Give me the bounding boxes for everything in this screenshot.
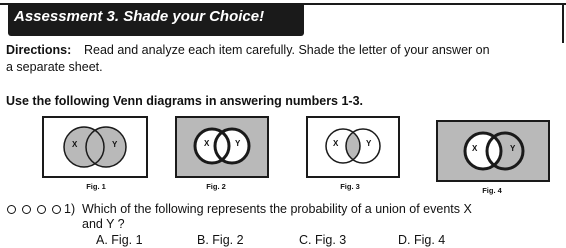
answer-bubble-2[interactable] — [22, 205, 31, 214]
choice-c[interactable]: C. Fig. 3 — [299, 233, 347, 247]
venn-diagram-1 — [44, 118, 146, 176]
assessment-title: Assessment 3. Shade your Choice! — [14, 8, 265, 25]
venn-1-label-x: X — [72, 140, 78, 149]
venn-figure-3 — [306, 116, 400, 178]
venn-figure-1 — [42, 116, 148, 178]
answer-bubble-3[interactable] — [37, 205, 46, 214]
directions-label: Directions: — [6, 43, 72, 57]
venn-instruction: Use the following Venn diagrams in answering numbers 1-3. — [6, 94, 364, 108]
venn-figure-4 — [436, 120, 550, 182]
venn-3-label-x: X — [333, 139, 339, 148]
venn-diagram-2 — [177, 118, 267, 176]
question-text-line2: and Y ? — [82, 217, 125, 231]
fig-1-caption: Fig. 1 — [86, 182, 106, 191]
venn-2-label-x: X — [204, 139, 210, 148]
fig-2-caption: Fig. 2 — [206, 182, 226, 191]
venn-4-label-x: X — [472, 144, 478, 153]
venn-diagram-4 — [438, 122, 548, 180]
venn-2-label-y: Y — [235, 139, 241, 148]
question-text-line1: Which of the following represents the probability of a union of events X — [82, 202, 472, 216]
directions-text-line1: Read and analyze each item carefully. Shade the letter of your answer on — [84, 43, 490, 57]
venn-figure-2 — [175, 116, 269, 178]
answer-bubble-4[interactable] — [52, 205, 61, 214]
question-number: 1) — [64, 202, 76, 216]
venn-1-label-y: Y — [112, 140, 118, 149]
choice-a[interactable]: A. Fig. 1 — [96, 233, 143, 247]
answer-bubble-1[interactable] — [7, 205, 16, 214]
choice-d[interactable]: D. Fig. 4 — [398, 233, 446, 247]
fig-4-caption: Fig. 4 — [482, 186, 502, 195]
fig-3-caption: Fig. 3 — [340, 182, 360, 191]
directions-text-line2: a separate sheet. — [6, 60, 103, 74]
venn-diagram-3 — [308, 118, 398, 176]
choice-b[interactable]: B. Fig. 2 — [197, 233, 244, 247]
venn-3-label-y: Y — [366, 139, 372, 148]
page-right-rule — [562, 3, 564, 43]
venn-4-label-y: Y — [510, 144, 516, 153]
